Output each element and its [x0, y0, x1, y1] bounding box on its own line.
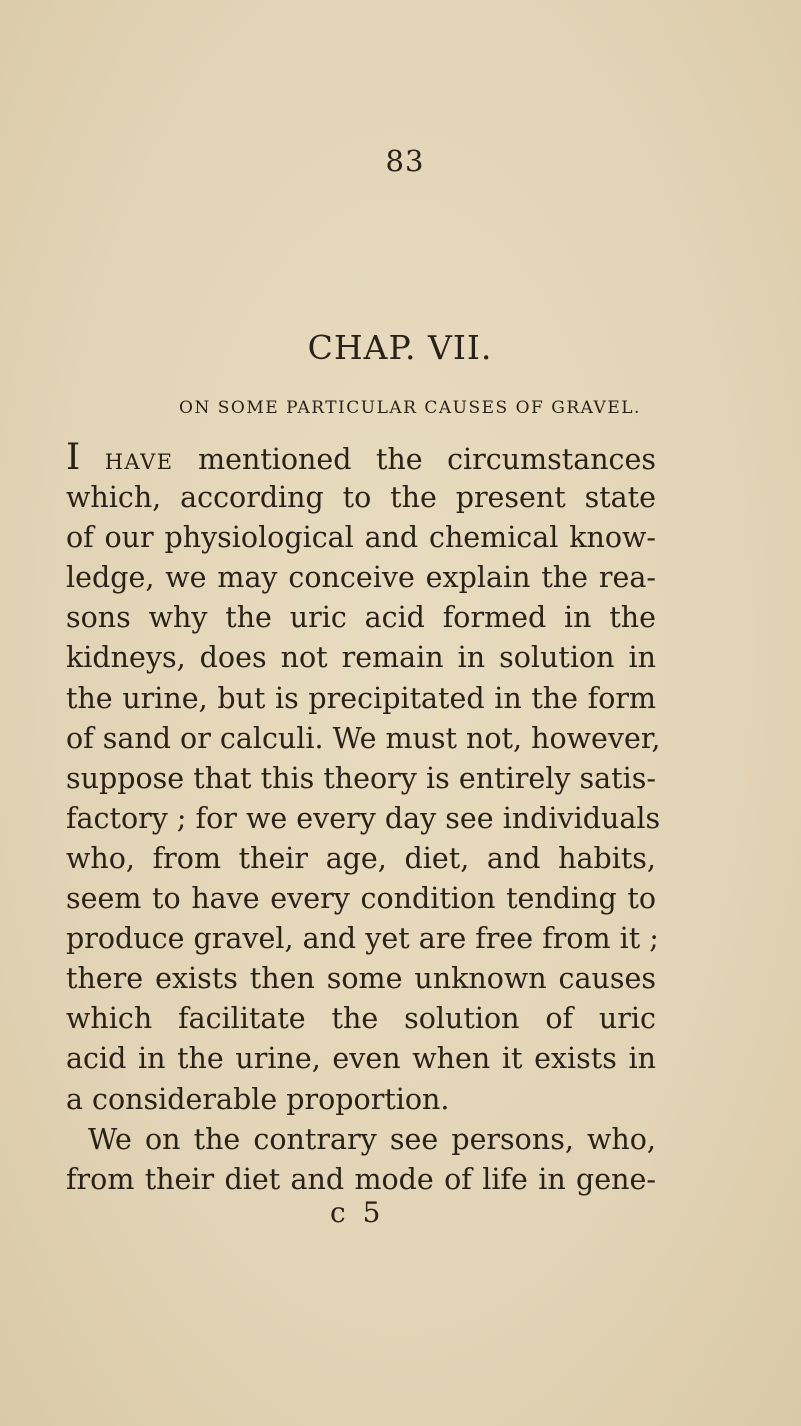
- text-line: from their diet and mode of life in gene-: [66, 1162, 656, 1196]
- chapter-heading: CHAP. VII.: [307, 328, 493, 367]
- body-text: [66, 437, 661, 1200]
- text-line: produce gravel, and yet are free from it ;: [66, 922, 659, 956]
- text-line: which facilitate the solution of uric: [66, 1002, 656, 1036]
- text-line: a considerable proportion.: [66, 1082, 450, 1116]
- lead-smallcaps: HAVE: [104, 450, 174, 474]
- signature-mark: c 5: [330, 1196, 385, 1229]
- text-line: which, according to the present state: [66, 481, 656, 515]
- drop-cap: I: [66, 437, 81, 478]
- text-line: We on the contrary see persons, who,: [88, 1122, 656, 1156]
- text-line: suppose that this theory is entirely satis-: [66, 761, 656, 795]
- text-line: seem to have every condition tending to: [66, 882, 656, 916]
- text-line: of our physiological and chemical know-: [66, 521, 656, 555]
- text-line: kidneys, does not remain in solution in: [66, 641, 656, 675]
- text-line: factory ; for we every day see individuals: [66, 801, 661, 835]
- text-line: ledge, we may conceive explain the rea-: [66, 561, 656, 595]
- text-line: of sand or calculi. We must not, however,: [66, 721, 661, 755]
- text-line: sons why the uric acid formed in the: [66, 601, 656, 635]
- page-number: 83: [385, 144, 425, 178]
- text-line: acid in the urine, even when it exists in: [66, 1042, 656, 1076]
- text-line: [66, 438, 656, 478]
- first-line-rest: mentioned the circumstances: [173, 443, 656, 476]
- text-line: there exists then some unknown causes: [66, 962, 656, 996]
- text-line: who, from their age, diet, and habits,: [66, 841, 656, 875]
- text-line: the urine, but is precipitated in the form: [66, 681, 656, 715]
- chapter-subtitle: ON SOME PARTICULAR CAUSES OF GRAVEL.: [179, 398, 641, 418]
